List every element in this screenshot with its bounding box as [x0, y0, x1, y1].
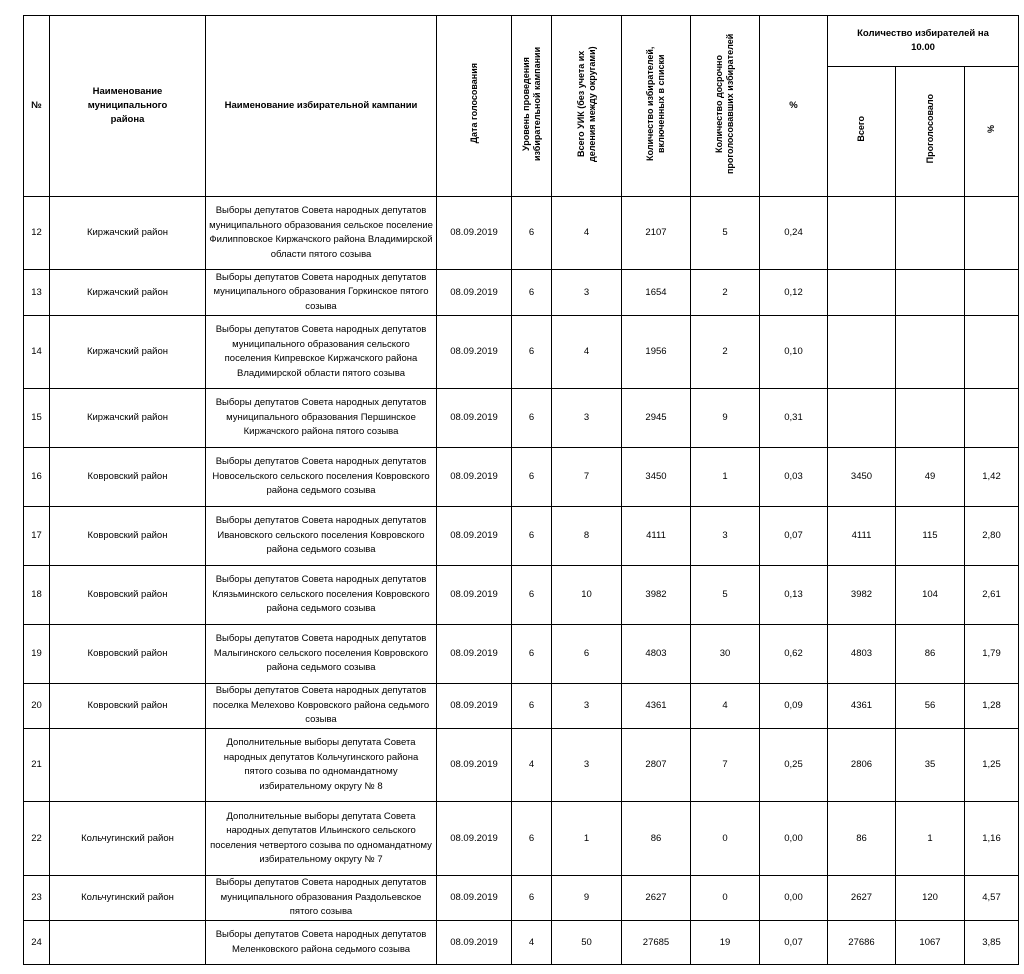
- row-voted: 104: [896, 566, 965, 625]
- row-total: [828, 270, 896, 316]
- row-district: Кольчугинский район: [50, 876, 206, 921]
- table-row: [24, 316, 1019, 389]
- row-pct: 0,09: [760, 684, 828, 729]
- row-early: 5: [691, 197, 760, 270]
- row-district: Кольчугинский район: [50, 802, 206, 876]
- row-pct: 0,62: [760, 625, 828, 684]
- row-pct: 0,10: [760, 316, 828, 389]
- row-uik: 3: [552, 389, 622, 448]
- row-voters: 3450: [622, 448, 691, 507]
- row-total: 4111: [828, 507, 896, 566]
- row-pct: 0,25: [760, 729, 828, 802]
- row-pct2: 1,79: [965, 625, 1019, 684]
- row-pct2: [965, 389, 1019, 448]
- row-pct2: 1,28: [965, 684, 1019, 729]
- row-pct2: [965, 197, 1019, 270]
- table-row: [24, 625, 1019, 684]
- row-date: 08.09.2019: [437, 802, 512, 876]
- row-no: 24: [24, 921, 50, 965]
- row-no: 12: [24, 197, 50, 270]
- header-uik: [552, 16, 622, 197]
- header-date: [437, 16, 512, 197]
- row-total: 27686: [828, 921, 896, 965]
- row-total: 2806: [828, 729, 896, 802]
- table-row: [24, 197, 1019, 270]
- election-table: [23, 15, 1019, 965]
- row-early: 5: [691, 566, 760, 625]
- row-level: 6: [512, 389, 552, 448]
- row-district: Киржачский район: [50, 197, 206, 270]
- row-level: 6: [512, 316, 552, 389]
- row-date: 08.09.2019: [437, 270, 512, 316]
- header-uik-text: Всего УИК (без учета их деления между округами): [575, 45, 597, 162]
- row-campaign: Выборы депутатов Совета народных депутатов муниципального образования Першинское Киржачского района пятого созыва: [206, 389, 437, 448]
- row-total: [828, 316, 896, 389]
- header-no: №: [24, 16, 50, 197]
- row-campaign: Дополнительные выборы депутата Совета народных депутатов Ильинского сельского поселения четвертого созыва по одномандатному избирательному округу № 7: [206, 802, 437, 876]
- row-pct2: 1,25: [965, 729, 1019, 802]
- row-level: 6: [512, 802, 552, 876]
- header-date-text: Дата голосования: [468, 63, 479, 144]
- table-row: [24, 270, 1019, 316]
- row-early: 0: [691, 876, 760, 921]
- row-pct: 0,03: [760, 448, 828, 507]
- row-no: 18: [24, 566, 50, 625]
- table-row: [24, 566, 1019, 625]
- row-voted: 115: [896, 507, 965, 566]
- row-district: [50, 729, 206, 802]
- row-no: 13: [24, 270, 50, 316]
- row-campaign: Выборы депутатов Совета народных депутатов Новосельского сельского поселения Ковровского района седьмого созыва: [206, 448, 437, 507]
- row-campaign: Выборы депутатов Совета народных депутатов Меленковского района седьмого созыва: [206, 921, 437, 965]
- row-district: Ковровский район: [50, 448, 206, 507]
- row-no: 16: [24, 448, 50, 507]
- header-level: [512, 16, 552, 197]
- row-date: 08.09.2019: [437, 448, 512, 507]
- header-district: Наименование муниципального района: [50, 16, 206, 197]
- header-level-text: Уровень проведения избирательной кампании: [520, 46, 542, 161]
- row-date: 08.09.2019: [437, 316, 512, 389]
- header-pct2-text: %: [986, 125, 996, 134]
- row-uik: 3: [552, 270, 622, 316]
- row-date: 08.09.2019: [437, 684, 512, 729]
- row-campaign: Выборы депутатов Совета народных депутатов поселка Мелехово Ковровского района седьмого созыва: [206, 684, 437, 729]
- row-date: 08.09.2019: [437, 566, 512, 625]
- row-uik: 4: [552, 197, 622, 270]
- row-total: 3450: [828, 448, 896, 507]
- row-uik: 4: [552, 316, 622, 389]
- row-voters: 4361: [622, 684, 691, 729]
- row-campaign: Выборы депутатов Совета народных депутатов Ивановского сельского поселения Ковровского района седьмого созыва: [206, 507, 437, 566]
- table-row: [24, 684, 1019, 729]
- row-no: 21: [24, 729, 50, 802]
- row-district: Киржачский район: [50, 389, 206, 448]
- row-early: 9: [691, 389, 760, 448]
- row-voted: 56: [896, 684, 965, 729]
- row-early: 1: [691, 448, 760, 507]
- row-district: Ковровский район: [50, 566, 206, 625]
- row-uik: 7: [552, 448, 622, 507]
- row-campaign: Дополнительные выборы депутата Совета народных депутатов Кольчугинского района пятого созыва по одномандатному избирательному округу № 8: [206, 729, 437, 802]
- row-early: 19: [691, 921, 760, 965]
- header-voters-at-10: Количество избирателей на 10.00: [828, 16, 1019, 67]
- header-total-text: Всего: [856, 116, 866, 142]
- row-total: 86: [828, 802, 896, 876]
- row-uik: 50: [552, 921, 622, 965]
- row-voters: 86: [622, 802, 691, 876]
- row-uik: 1: [552, 802, 622, 876]
- row-uik: 8: [552, 507, 622, 566]
- row-date: 08.09.2019: [437, 507, 512, 566]
- row-pct2: [965, 316, 1019, 389]
- row-pct: 0,00: [760, 802, 828, 876]
- row-level: 6: [512, 876, 552, 921]
- row-early: 30: [691, 625, 760, 684]
- row-voters: 2807: [622, 729, 691, 802]
- row-voted: 35: [896, 729, 965, 802]
- row-district: Ковровский район: [50, 684, 206, 729]
- row-voted: 1: [896, 802, 965, 876]
- row-no: 23: [24, 876, 50, 921]
- row-pct: 0,07: [760, 507, 828, 566]
- row-voters: 2627: [622, 876, 691, 921]
- row-pct2: 4,57: [965, 876, 1019, 921]
- header-early-text: Количество досрочно проголосовавших избирателей: [714, 33, 735, 174]
- row-total: 4361: [828, 684, 896, 729]
- row-level: 4: [512, 921, 552, 965]
- row-uik: 10: [552, 566, 622, 625]
- row-level: 6: [512, 197, 552, 270]
- header-campaign: Наименование избирательной кампании: [206, 16, 437, 197]
- row-district: Киржачский район: [50, 270, 206, 316]
- row-voted: 86: [896, 625, 965, 684]
- header-voters: [622, 16, 691, 197]
- header-early: [691, 16, 760, 197]
- row-uik: 3: [552, 729, 622, 802]
- row-total: [828, 197, 896, 270]
- row-voted: [896, 270, 965, 316]
- row-voted: [896, 197, 965, 270]
- row-campaign: Выборы депутатов Совета народных депутатов муниципального образования сельского поселения Кипревское Киржачского района Владимирской области пятого созыва: [206, 316, 437, 389]
- row-date: 08.09.2019: [437, 625, 512, 684]
- table-row: [24, 876, 1019, 921]
- row-early: 2: [691, 316, 760, 389]
- row-pct: 0,00: [760, 876, 828, 921]
- row-uik: 3: [552, 684, 622, 729]
- row-voters: 4111: [622, 507, 691, 566]
- row-district: Киржачский район: [50, 316, 206, 389]
- table-row: [24, 921, 1019, 965]
- row-level: 4: [512, 729, 552, 802]
- row-pct2: 1,42: [965, 448, 1019, 507]
- row-level: 6: [512, 625, 552, 684]
- row-voters: 1654: [622, 270, 691, 316]
- row-campaign: Выборы депутатов Совета народных депутатов Клязьминского сельского поселения Ковровского района седьмого созыва: [206, 566, 437, 625]
- table-row: [24, 729, 1019, 802]
- row-voted: 120: [896, 876, 965, 921]
- row-uik: 6: [552, 625, 622, 684]
- row-pct: 0,07: [760, 921, 828, 965]
- row-voters: 2107: [622, 197, 691, 270]
- row-voters: 1956: [622, 316, 691, 389]
- row-date: 08.09.2019: [437, 876, 512, 921]
- row-total: 2627: [828, 876, 896, 921]
- row-total: 3982: [828, 566, 896, 625]
- table-header: [24, 16, 1019, 197]
- row-voters: 4803: [622, 625, 691, 684]
- row-early: 2: [691, 270, 760, 316]
- table-row: [24, 448, 1019, 507]
- row-level: 6: [512, 684, 552, 729]
- row-date: 08.09.2019: [437, 921, 512, 965]
- header-pct2: [965, 67, 1019, 197]
- row-pct2: [965, 270, 1019, 316]
- row-district: Ковровский район: [50, 625, 206, 684]
- row-early: 0: [691, 802, 760, 876]
- row-uik: 9: [552, 876, 622, 921]
- row-early: 7: [691, 729, 760, 802]
- row-no: 19: [24, 625, 50, 684]
- row-no: 17: [24, 507, 50, 566]
- row-date: 08.09.2019: [437, 729, 512, 802]
- row-date: 08.09.2019: [437, 389, 512, 448]
- row-district: [50, 921, 206, 965]
- row-date: 08.09.2019: [437, 197, 512, 270]
- header-voted: [896, 67, 965, 197]
- row-level: 6: [512, 270, 552, 316]
- table-row: [24, 507, 1019, 566]
- row-voted: 49: [896, 448, 965, 507]
- row-campaign: Выборы депутатов Совета народных депутатов муниципального образования сельское поселение Филипповское Киржачского района Владимирской области пятого созыва: [206, 197, 437, 270]
- row-voted: 1067: [896, 921, 965, 965]
- row-no: 14: [24, 316, 50, 389]
- row-pct: 0,13: [760, 566, 828, 625]
- row-campaign: Выборы депутатов Совета народных депутатов муниципального образования Раздольевское пятого созыва: [206, 876, 437, 921]
- row-voted: [896, 316, 965, 389]
- row-pct2: 2,61: [965, 566, 1019, 625]
- row-campaign: Выборы депутатов Совета народных депутатов муниципального образования Горкинское пятого созыва: [206, 270, 437, 316]
- row-voted: [896, 389, 965, 448]
- row-pct: 0,31: [760, 389, 828, 448]
- row-total: [828, 389, 896, 448]
- row-pct: 0,24: [760, 197, 828, 270]
- row-voters: 3982: [622, 566, 691, 625]
- row-level: 6: [512, 566, 552, 625]
- row-level: 6: [512, 507, 552, 566]
- row-district: Ковровский район: [50, 507, 206, 566]
- row-pct2: 3,85: [965, 921, 1019, 965]
- row-no: 20: [24, 684, 50, 729]
- row-total: 4803: [828, 625, 896, 684]
- header-voters-text: Количество избирателей, включенных в списки: [645, 46, 666, 161]
- table-body: [24, 197, 1019, 965]
- row-early: 4: [691, 684, 760, 729]
- row-early: 3: [691, 507, 760, 566]
- row-level: 6: [512, 448, 552, 507]
- row-no: 15: [24, 389, 50, 448]
- table-row: [24, 389, 1019, 448]
- header-voted-text: Проголосовало: [924, 94, 935, 164]
- row-voters: 2945: [622, 389, 691, 448]
- row-pct: 0,12: [760, 270, 828, 316]
- row-campaign: Выборы депутатов Совета народных депутатов Малыгинского сельского поселения Ковровского района седьмого созыва: [206, 625, 437, 684]
- row-no: 22: [24, 802, 50, 876]
- row-voters: 27685: [622, 921, 691, 965]
- header-total: [828, 67, 896, 197]
- row-pct2: 2,80: [965, 507, 1019, 566]
- header-pct: %: [760, 16, 828, 197]
- row-pct2: 1,16: [965, 802, 1019, 876]
- table-row: [24, 802, 1019, 876]
